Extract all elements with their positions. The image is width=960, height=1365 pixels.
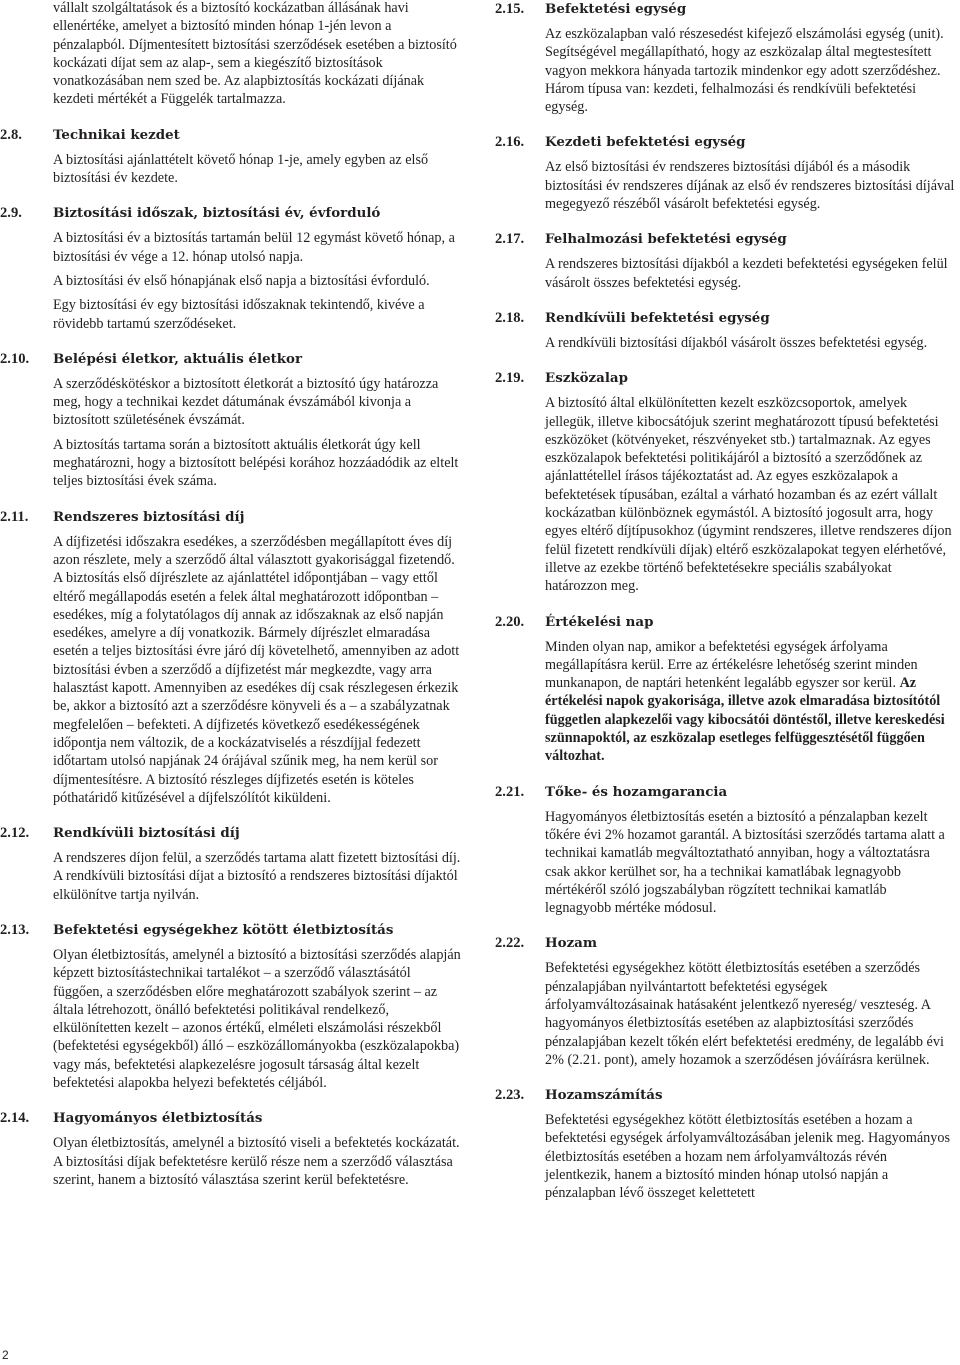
section-2-13 [0, 921, 462, 1092]
section-heading [495, 1086, 955, 1105]
section-title: Befektetési egységekhez kötött életbiztosítás [53, 921, 394, 938]
section-paragraph: A biztosítási év első hónapjának első napja a biztosítási évforduló. [53, 272, 430, 289]
section-number: 2.20. [495, 613, 525, 630]
section-heading [495, 0, 955, 19]
section-2-17 [495, 230, 955, 292]
section-2-15 [495, 0, 955, 116]
section-heading [0, 204, 462, 223]
section-paragraph: A biztosítás tartama során a biztosított aktuális életkorát úgy kell meghatározni, hogy a biztosított belépési korához hozzáadódik az eltelt teljes biztosítási évek száma. [53, 436, 459, 490]
section-title: Hozamszámítás [545, 1087, 663, 1104]
section-title: Rendkívüli biztosítási díj [53, 825, 240, 842]
section-paragraph: A rendszeres biztosítási díjakból a kezdeti befektetési egységeken felül vásárolt összes befektetési egység. [545, 256, 948, 291]
section-number: 2.18. [495, 309, 525, 326]
section-heading [0, 350, 462, 369]
right-sections [495, 0, 955, 1203]
section-paragraph: A biztosítási év a biztosítás tartamán belül 12 egymást követő hónap, a biztosítási év vége a 12. hónap utolsó napja. [53, 230, 455, 265]
section-heading [495, 934, 955, 953]
section-heading [0, 1109, 462, 1128]
section-2-20 [495, 613, 955, 766]
section-heading [495, 613, 955, 632]
section-number: 2.14. [0, 1110, 30, 1127]
section-2-14 [0, 1109, 462, 1189]
section-paragraph: A rendkívüli biztosítási díjakból vásárolt összes befektetési egység. [545, 334, 928, 351]
section-2-16 [495, 133, 955, 213]
section-title: Értékelési nap [545, 613, 654, 630]
section-heading [0, 824, 462, 843]
section-number: 2.9. [0, 205, 22, 222]
section-2-18 [495, 309, 955, 352]
section-paragraph: Olyan életbiztosítás, amelynél a biztosító viseli a befektetés kockázatát. A biztosítási díjak befektetésre kerülő része nem a szerződő választása szerint, hanem a biztosító választása szerint kerül befektetésre. [53, 1135, 460, 1188]
section-paragraph: A biztosító által elkülönítetten kezelt eszközcsoportok, amelyek jellegük, illetve kibocsátójuk szerint meghatározott típusú befektetési eszközöket (kötvényeket, részvényeket stb.) tartalmaznak. Az egyes eszközalapok befektetési politikájáról a biztosító a szerződőnek az ajánlattétellel írásos tájékoztatást ad. Az egyes eszközalapok a befektetések típusában, ezáltal a várható hozamban és az ezért vállalt kockázatban különböznek egymástól. A biztosító jogosult arra, hogy egyes eltérő díjtípusokhoz (úgymint rendszeres, illetve rendszeres díjon felül fizetett rendkívüli díjak) eltérő eszközalapokat tegyen elérhetővé, illetve az ezekbe történő befektetésekre speciális szabályokat határozzon meg. [545, 395, 952, 595]
section-2-23 [495, 1086, 955, 1202]
section-title: Eszközalap [545, 370, 628, 387]
section-2-19 [495, 369, 955, 595]
section-paragraph: A szerződéskötéskor a biztosított életkorát a biztosító úgy határozza meg, hogy a technikai kezdet dátumának évszámából kivonja a biztosított születésének évszámát. [53, 375, 439, 429]
section-number: 2.19. [495, 370, 525, 387]
section-heading [495, 369, 955, 388]
section-heading [495, 230, 955, 249]
section-paragraph: Az első biztosítási év rendszeres biztosítási díjából és a második biztosítási év rendszeres díjának az első év rendszeres biztosítási díjával megegyező részéből vásárolt befektetési egység. [545, 159, 955, 213]
section-2-8 [0, 126, 462, 188]
section-paragraph: A biztosítási ajánlattételt követő hónap 1-je, amely egyben az első biztosítási év kezdete. [53, 151, 429, 187]
section-title: Belépési életkor, aktuális életkor [53, 350, 303, 367]
section-2-9 [0, 204, 462, 332]
section-number: 2.10. [0, 350, 30, 367]
section-paragraph: A rendszeres díjon felül, a szerződés tartama alatt fizetett biztosítási díj. A rendkívüli biztosítási díjat a biztosító a rendszeres biztosítási díjaktól elkülönítve tartja nyilván. [53, 850, 461, 903]
section-number: 2.23. [495, 1087, 525, 1104]
paragraph-normal-text: Minden olyan nap, amikor a befektetési egységek árfolyama megállapításra kerül. Erre az értékelésre lehetőség szerint minden munkanapon, de naptári hetenként legalább egyszer sor kerül. [545, 638, 918, 692]
section-heading [495, 133, 955, 152]
section-paragraph: A díjfizetési időszakra esedékes, a szerződésben megállapított éves díj azon részlete, mely a szerződő által választott gyakorisággal fizetendő. A biztosítás első díjrészlete az ajánlattétel időpontjában – vagy ettől eltérő megállapodás esetén a felek által meghatározott időpontban – esedékes, míg a folytatólagos díj annak az időszaknak az első napján esedékes, amelyre a díj vonatkozik. Bármely díjrészlet elmaradása esetén a teljes biztosítási évre járó díj követelhető, amennyiben az adott biztosítási évben a szerződő a díjfizetést már megkezdte, vagy arra halasztást kapott. Amennyiben az esedékes díj csak részlegesen érkezik be, akkor a biztosító azt a szerződésre könyveli és a – a szabályzatnak megfelelően – befekteti. A díjfizetés következő esedékességének időpontja nem változik, de a kockázatviselés a részdíjjal fedezett időtartam utolsó napjának 24 órájával szűnik meg, ha nem kerül sor díjmentesítésre. A biztosító részleges díjfizetés esetén is köteles póthatáridő kitűzésével a díjfelszólítót kiküldeni. [53, 533, 460, 806]
right-column [495, 0, 955, 1209]
section-heading [0, 126, 462, 145]
section-number: 2.21. [495, 783, 525, 800]
section-title: Technikai kezdet [53, 126, 180, 143]
section-number: 2.13. [0, 921, 30, 938]
left-sections [0, 126, 462, 1189]
intro-paragraph: vállalt szolgáltatások és a biztosító kockázatban állásának havi ellenértéke, amelyet a biztosító minden hónap 1-jén levon a pénzalapból. Díjmentesített biztosítási szerződések esetében a biztosító kockázati díjat sem az alap-, sem a kiegészítő biztosítások vonatkozásában nem szed be. Az alapbiztosítás kockázati díjának kezdeti mértékét a Függelék tartalmazza. [53, 0, 457, 108]
section-number: 2.17. [495, 231, 525, 248]
section-2-12 [0, 824, 462, 904]
section-paragraph [495, 638, 955, 766]
section-paragraph: Hagyományos életbiztosítás esetén a biztosító a pénzalapban kezelt tőkére évi 2% hozamot garantál. A biztosítási szerződés tartama alatt a technikai kamatláb megváltoztatható annyiban, hogy a változtatásra csak akkor kerülhet sor, ha a technikai kamatlábak legnagyobb mértékéről szóló jogszabályban rögzített technikai kamatláb legnagyobb mértéke módosul. [545, 808, 945, 917]
page-number: 2 [2, 1348, 9, 1362]
left-column [0, 0, 462, 1195]
section-paragraph: Befektetési egységekhez kötött életbiztosítás esetében a hozam a befektetési egységek árfolyamváltozásában jelenik meg. Hagyományos életbiztosítás esetében a hozam nem árfolyamváltozás révén jelentkezik, hanem a biztosító minden hónap utolsó napján a pénzalapban lévő összeget kelettetett [545, 1112, 950, 1202]
section-number: 2.16. [495, 134, 525, 151]
section-2-22 [495, 934, 955, 1069]
section-2-10 [0, 350, 462, 491]
section-title: Rendszeres biztosítási díj [53, 508, 245, 525]
section-heading [0, 921, 462, 940]
section-title: Tőke- és hozamgarancia [545, 783, 728, 800]
paragraph-bold-text: Az értékelési napok gyakorisága, illetve azok elmaradása biztosítótól független alapkezelői vagy kibocsátói döntéstől, illetve kereskedési szünnapoktól, az eszközalap esetleges felfüggesztésétől függően változhat. [545, 675, 945, 765]
section-heading [495, 783, 955, 802]
section-paragraph: Befektetési egységekhez kötött életbiztosítás esetében a szerződés pénzalapjában nyilvántartott befektetési egységek árfolyamváltozásainak hatásaként jelentkező nyereség/ veszteség. A hagyományos életbiztosítás esetében az alapbiztosítási szerződés pénzalapjában kezelt tőkén elért befektetési eredmény, de legalább évi 2% (2.21. pont), amely hozamok a szerződésen jóváírásra kerülnek. [545, 960, 944, 1068]
section-title: Rendkívüli befektetési egység [545, 309, 770, 326]
section-title: Befektetési egység [545, 1, 687, 17]
section-title: Hozam [545, 935, 598, 952]
section-heading [0, 508, 462, 527]
section-title: Biztosítási időszak, biztosítási év, évforduló [53, 205, 381, 222]
section-number: 2.22. [495, 935, 525, 952]
section-2-11 [0, 508, 462, 807]
section-2-21 [495, 783, 955, 918]
section-paragraph: Olyan életbiztosítás, amelynél a biztosító a biztosítási szerződés alapján képzett biztosítástechnikai tartalékot – a szerződő választásától függően, a szerződésben előre meghatározott szabályok szerint – az általa létrehozott, önálló befektetési politikával rendelkező, elkülönítetten kezelt – azonos értékű, elméleti elszámolási részekből (befektetési egységekből) álló – eszközállományokba (eszközalapokba) vagy más, befektetési alapkezelésre jogosult társaság által kezelt befektetési alapokba helyezi befektetés céljából. [53, 946, 461, 1092]
section-number: 2.15. [495, 1, 525, 17]
section-heading [495, 309, 955, 328]
section-title: Felhalmozási befektetési egység [545, 231, 787, 248]
section-title: Hagyományos életbiztosítás [53, 1110, 263, 1127]
section-paragraph: Egy biztosítási év egy biztosítási időszaknak tekintendő, kivéve a rövidebb tartamú szerződéseket. [53, 297, 425, 332]
section-number: 2.11. [0, 508, 29, 525]
section-number: 2.12. [0, 825, 30, 842]
section-title: Kezdeti befektetési egység [545, 134, 746, 151]
section-paragraph: Az eszközalapban való részesedést kifejező elszámolási egység (unit). Segítségével megállapítható, hogy az eszközalap által megtestesített vagyon mekkora hányada tartozik mindenkor egy adott szerződéshez. Három típusa van: kezdeti, felhalmozási és rendkívüli befektetési egység. [545, 26, 944, 116]
section-number: 2.8. [0, 126, 22, 143]
